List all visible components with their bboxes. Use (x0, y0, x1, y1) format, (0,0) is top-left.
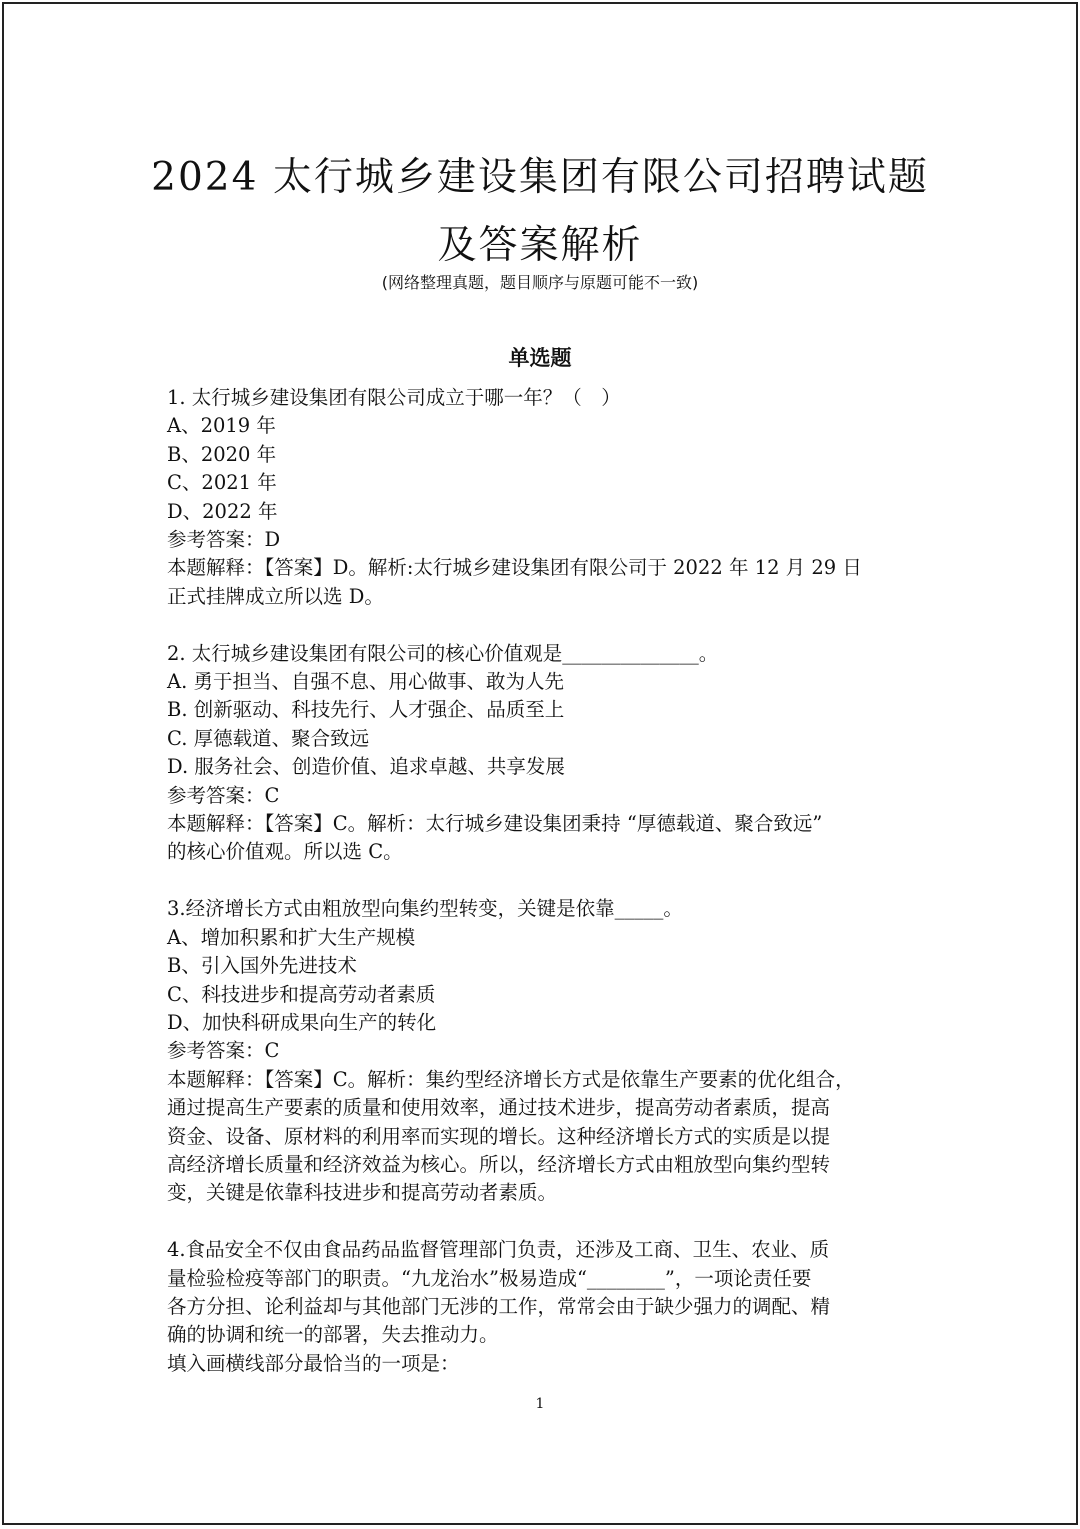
option-a: A. 勇于担当、自强不息、用心做事、敢为人先 (167, 670, 564, 694)
question-3 (167, 895, 927, 1207)
explanation-line: 本题解释：【答案】C。解析：集约型经济增长方式是依靠生产要素的优化组合， (167, 1067, 855, 1091)
option-a: A、2019 年 (167, 414, 276, 438)
reference-answer: 参考答案：C (167, 783, 280, 807)
question-list (167, 384, 927, 1407)
explanation-line: 本题解释：【答案】C。解析：太行城乡建设集团秉持 “厚德载道、聚合致远” (167, 812, 823, 836)
document-title-line-1: 2024 太行城乡建设集团有限公司招聘试题 (151, 155, 929, 200)
question-line: 2. 太行城乡建设集团有限公司的核心价值观是______________。 (167, 641, 719, 665)
explanation-line: 资金、设备、原材料的利用率而实现的增长。这种经济增长方式的实质是以提 (167, 1124, 831, 1148)
option-b: B、引入国外先进技术 (167, 954, 357, 978)
document-title-line-2: 及答案解析 (437, 223, 643, 268)
explanation-line: 变，关键是依靠科技进步和提高劳动者素质。 (167, 1181, 558, 1205)
explanation-line: 的核心价值观。所以选 C。 (167, 840, 403, 864)
question-line: 确的协调和统一的部署，失去推动力。 (167, 1323, 499, 1347)
reference-answer: 参考答案：D (167, 528, 281, 552)
question-line: 3.经济增长方式由粗放型向集约型转变，关键是依靠_____。 (167, 897, 683, 921)
option-d: D、加快科研成果向生产的转化 (167, 1010, 437, 1034)
question-line: 4.食品安全不仅由食品药品监督管理部门负责，还涉及工商、卫生、农业、质 (167, 1238, 830, 1262)
question-1 (167, 384, 927, 611)
explanation-line: 高经济增长质量和经济效益为核心。所以，经济增长方式由粗放型向集约型转 (167, 1152, 831, 1176)
document-page (2, 2, 1078, 1525)
question-line: 1. 太行城乡建设集团有限公司成立于哪一年？（ ） (167, 386, 621, 409)
option-c: C、2021 年 (167, 471, 277, 495)
document-note: (网络整理真题，题目顺序与原题可能不一致) (381, 273, 699, 292)
option-d: D. 服务社会、创造价值、追求卓越、共享发展 (167, 755, 565, 779)
option-c: C. 厚德载道、聚合致远 (167, 726, 370, 750)
option-b: B、2020 年 (167, 442, 277, 466)
option-b: B. 创新驱动、科技先行、人才强企、品质至上 (167, 698, 565, 722)
explanation-line: 本题解释：【答案】D。解析:太行城乡建设集团有限公司于 2022 年 12 月 29 日 (167, 556, 862, 580)
question-prompt: 填入画横线部分最恰当的一项是： (167, 1351, 460, 1375)
question-line: 各方分担、论利益却与其他部门无涉的工作，常常会由于缺少强力的调配、精 (167, 1294, 831, 1318)
reference-answer: 参考答案：C (167, 1039, 280, 1063)
question-4 (167, 1236, 927, 1378)
question-2 (167, 640, 927, 867)
explanation-line: 通过提高生产要素的质量和使用效率，通过技术进步，提高劳动者素质，提高 (167, 1096, 831, 1120)
option-d: D、2022 年 (167, 499, 278, 523)
page-number: 1 (535, 1396, 545, 1412)
option-c: C、科技进步和提高劳动者素质 (167, 982, 436, 1006)
question-line: 量检验检疫等部门的职责。“九龙治水”极易造成“________”，一项论责任要 (167, 1266, 812, 1290)
option-a: A、增加积累和扩大生产规模 (167, 925, 416, 949)
explanation-line: 正式挂牌成立所以选 D。 (167, 584, 384, 608)
section-heading: 单选题 (508, 346, 572, 370)
